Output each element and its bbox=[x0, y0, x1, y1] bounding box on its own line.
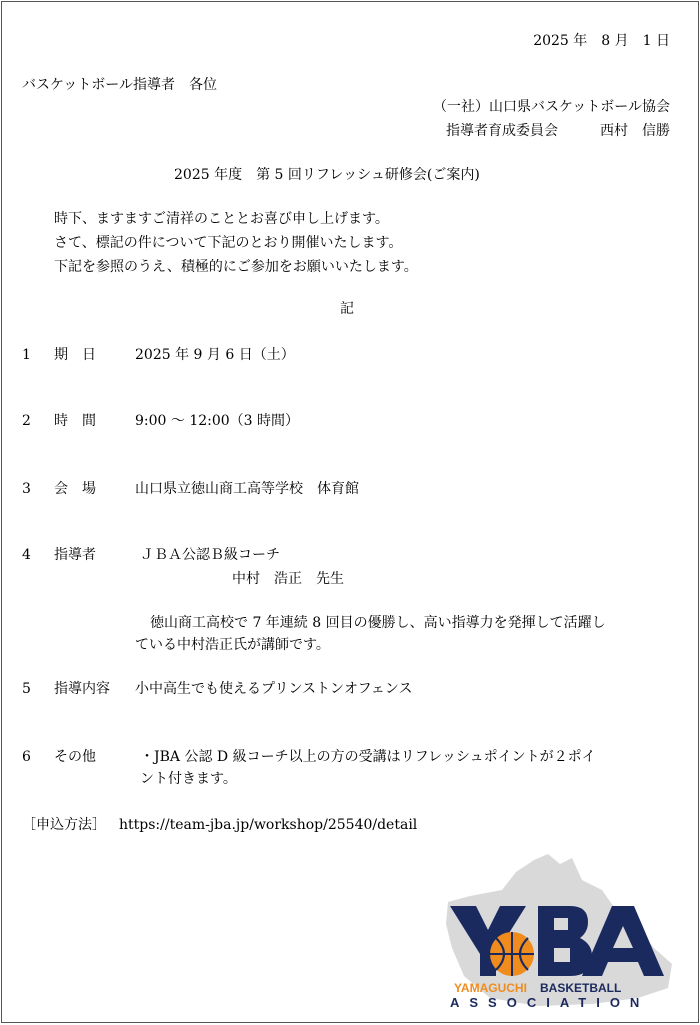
letter-b bbox=[538, 906, 592, 976]
item-number: 6 bbox=[22, 749, 31, 765]
instructor-description-1: 徳山商工高校で 7 年連続 8 回目の優勝し、高い指導力を発揮して活躍し bbox=[150, 615, 606, 631]
greeting-line-2: さて、標記の件について下記のとおり開催いたします。 bbox=[54, 235, 403, 251]
item-value-venue: 山口県立徳山商工高等学校 体育館 bbox=[135, 481, 359, 497]
document-page bbox=[1, 1, 699, 1023]
item-value-time: 9:00 〜 12:00（3 時間） bbox=[135, 413, 300, 429]
sender-org: （一社）山口県バスケットボール協会 bbox=[432, 99, 670, 115]
item-label-instructor: 指導者 bbox=[54, 547, 96, 563]
item-value-content: 小中高生でも使えるプリンストンオフェンス bbox=[135, 681, 413, 697]
greeting-line-1: 時下、ますますご清祥のこととお喜び申し上げます。 bbox=[54, 211, 389, 227]
logo-text-yamaguchi: YAMAGUCHI bbox=[454, 981, 527, 995]
item-label-date: 期 日 bbox=[54, 347, 96, 363]
recipient: バスケットボール指導者 各位 bbox=[22, 77, 218, 93]
document-title: 2025 年度 第 5 回リフレッシュ研修会(ご案内) bbox=[174, 167, 480, 183]
greeting-line-3: 下記を参照のうえ、積極的にご参加をお願いいたします。 bbox=[54, 259, 418, 275]
yba-logo bbox=[442, 850, 676, 1010]
item-value-instructor-license: ＪＢＡ公認Ｂ級コーチ bbox=[140, 547, 280, 563]
sender-committee: 指導者育成委員会 西村 信勝 bbox=[446, 123, 670, 139]
item-number: 1 bbox=[22, 347, 31, 363]
logo-text-basketball: BASKETBALL bbox=[540, 981, 622, 995]
item-value-instructor-name: 中村 浩正 先生 bbox=[232, 571, 344, 587]
date: 2025 年 8 月 1 日 bbox=[533, 33, 670, 49]
item-number: 4 bbox=[22, 547, 31, 563]
item-value-other-1: ・JBA 公認 D 級コーチ以上の方の受講はリフレッシュポイントが２ポイ bbox=[140, 749, 596, 765]
apply-url-link[interactable]: https://team-jba.jp/workshop/25540/detail bbox=[119, 817, 418, 833]
item-number: 3 bbox=[22, 481, 31, 497]
yba-logo-graphic bbox=[442, 850, 676, 1010]
item-label-content: 指導内容 bbox=[54, 681, 110, 697]
logo-text-association: ASSOCIATION bbox=[450, 995, 650, 1010]
item-label-other: その他 bbox=[54, 749, 96, 765]
basketball-icon bbox=[490, 932, 534, 976]
item-label-venue: 会 場 bbox=[54, 481, 96, 497]
instructor-description-2: ている中村浩正氏が講師です。 bbox=[135, 637, 330, 653]
item-number: 2 bbox=[22, 413, 31, 429]
item-value-other-2: ント付きます。 bbox=[140, 771, 237, 787]
item-label-time: 時 間 bbox=[54, 413, 96, 429]
apply-method-label: ［申込方法］ bbox=[22, 817, 106, 833]
ki-heading: 記 bbox=[340, 301, 354, 317]
item-number: 5 bbox=[22, 681, 31, 697]
item-value-date: 2025 年 9 月 6 日（土） bbox=[135, 347, 295, 363]
